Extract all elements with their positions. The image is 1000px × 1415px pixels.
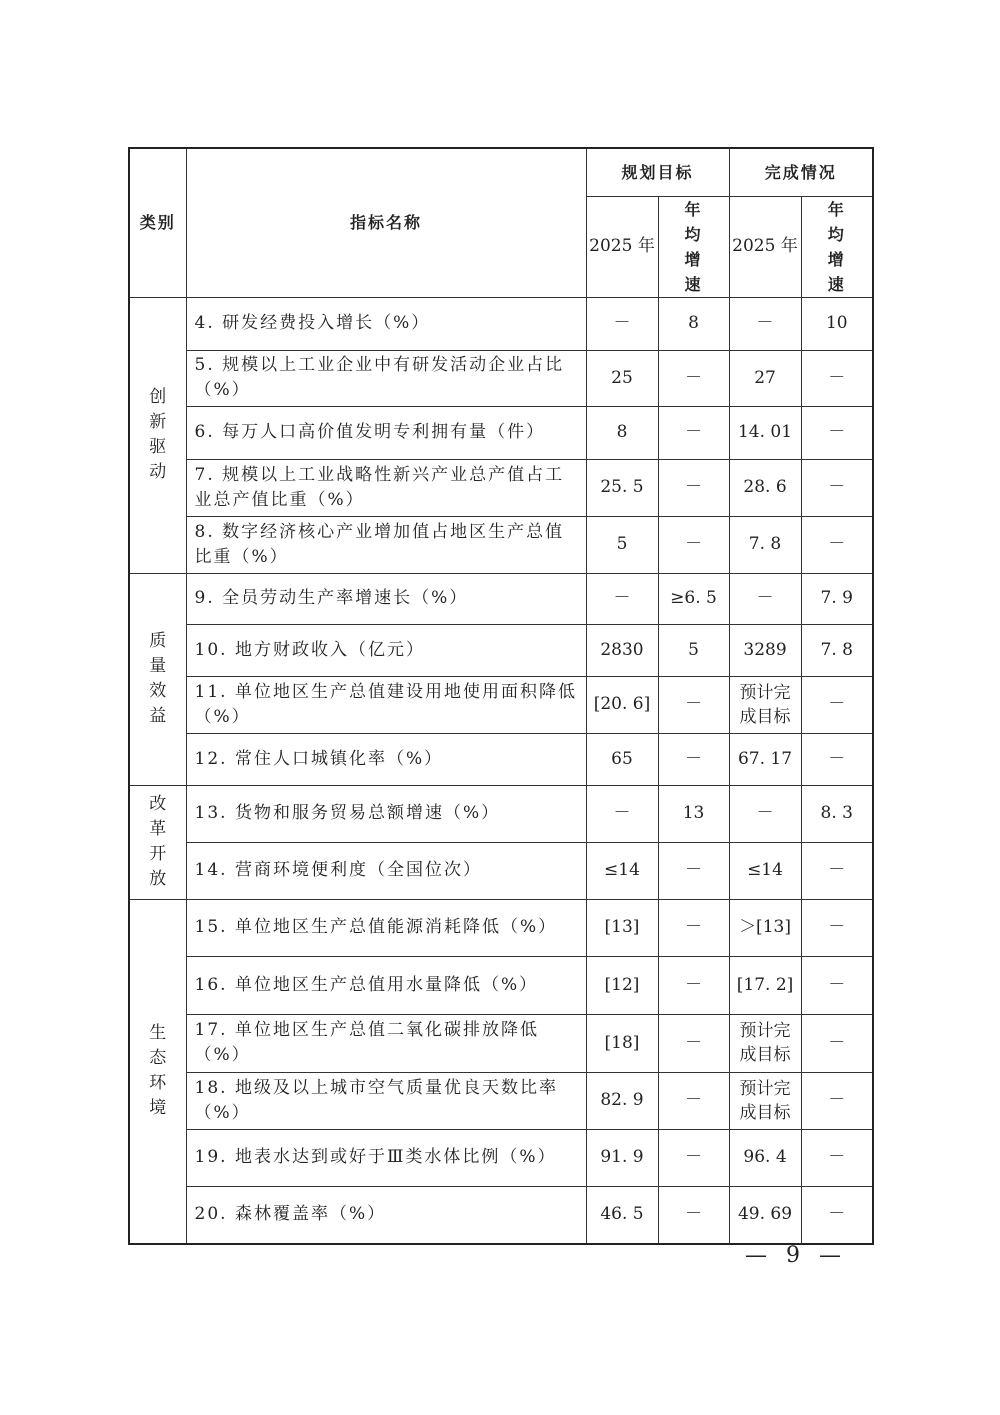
plan-2025-cell: 91. 9 (586, 1129, 658, 1186)
table-row (129, 459, 873, 516)
plan-growth-cell: － (658, 516, 729, 573)
done-growth-cell: － (801, 956, 873, 1014)
indicator-name-cell: 15. 单位地区生产总值能源消耗降低（%） (186, 899, 586, 956)
plan-growth-cell: － (658, 899, 729, 956)
plan-2025-cell: 8 (586, 406, 658, 459)
plan-growth-cell: － (658, 842, 729, 899)
done-2025-cell: 3289 (729, 624, 801, 676)
plan-2025-cell: 25 (586, 350, 658, 406)
indicator-name-cell: 20. 森林覆盖率（%） (186, 1186, 586, 1244)
plan-2025-cell: ≤14 (586, 842, 658, 899)
plan-growth-cell: ≥6. 5 (658, 573, 729, 624)
done-growth-cell: － (801, 459, 873, 516)
category-cell: 生态环境 (129, 899, 186, 1244)
done-growth-cell: － (801, 842, 873, 899)
done-2025-cell: 67. 17 (729, 733, 801, 785)
done-growth-cell: － (801, 350, 873, 406)
header-plan-growth: 年均增速 (658, 196, 729, 297)
plan-2025-cell: [20. 6] (586, 676, 658, 733)
plan-growth-cell: － (658, 350, 729, 406)
plan-2025-cell: 46. 5 (586, 1186, 658, 1244)
indicator-name-cell: 4. 研发经费投入增长（%） (186, 297, 586, 350)
done-2025-cell: ＞[13] (729, 899, 801, 956)
done-growth-cell: － (801, 899, 873, 956)
plan-2025-cell: 25. 5 (586, 459, 658, 516)
done-2025-cell: 27 (729, 350, 801, 406)
header-plan-2025: 2025 年 (586, 196, 658, 297)
plan-2025-cell: [12] (586, 956, 658, 1014)
table-row (129, 1186, 873, 1244)
table-row (129, 1129, 873, 1186)
done-2025-cell: － (729, 573, 801, 624)
table-row (129, 1014, 873, 1072)
indicator-name-cell: 5. 规模以上工业企业中有研发活动企业占比（%） (186, 350, 586, 406)
plan-2025-cell: － (586, 785, 658, 842)
done-growth-cell: － (801, 1186, 873, 1244)
plan-growth-cell: 8 (658, 297, 729, 350)
header-done-2025: 2025 年 (729, 196, 801, 297)
plan-2025-cell: 2830 (586, 624, 658, 676)
indicator-name-cell: 14. 营商环境便利度（全国位次） (186, 842, 586, 899)
plan-growth-cell: － (658, 406, 729, 459)
plan-growth-cell: － (658, 1129, 729, 1186)
table-row (129, 956, 873, 1014)
indicator-name-cell: 9. 全员劳动生产率增速长（%） (186, 573, 586, 624)
done-2025-cell: [17. 2] (729, 956, 801, 1014)
done-2025-cell: 预计完成目标 (729, 676, 801, 733)
indicator-name-cell: 6. 每万人口高价值发明专利拥有量（件） (186, 406, 586, 459)
plan-growth-cell: 5 (658, 624, 729, 676)
table-row (129, 516, 873, 573)
table-header (129, 148, 873, 297)
done-growth-cell: － (801, 1014, 873, 1072)
table-row (129, 733, 873, 785)
done-growth-cell: － (801, 676, 873, 733)
done-2025-cell: 预计完成目标 (729, 1014, 801, 1072)
indicator-name-cell: 8. 数字经济核心产业增加值占地区生产总值比重（%） (186, 516, 586, 573)
done-2025-cell: 14. 01 (729, 406, 801, 459)
table-row (129, 676, 873, 733)
indicator-table (128, 147, 874, 1245)
header-completion: 完成情况 (729, 148, 873, 196)
table-body (129, 297, 873, 1244)
done-growth-cell: 8. 3 (801, 785, 873, 842)
indicator-name-cell: 16. 单位地区生产总值用水量降低（%） (186, 956, 586, 1014)
category-cell: 质量效益 (129, 573, 186, 785)
table-row (129, 350, 873, 406)
table-row (129, 899, 873, 956)
indicator-table-wrapper (128, 147, 872, 1245)
table-row (129, 842, 873, 899)
indicator-name-cell: 7. 规模以上工业战略性新兴产业总产值占工业总产值比重（%） (186, 459, 586, 516)
done-2025-cell: ≤14 (729, 842, 801, 899)
indicator-name-cell: 19. 地表水达到或好于Ⅲ类水体比例（%） (186, 1129, 586, 1186)
done-growth-cell: － (801, 406, 873, 459)
plan-2025-cell: [18] (586, 1014, 658, 1072)
done-2025-cell: 96. 4 (729, 1129, 801, 1186)
done-growth-cell: － (801, 733, 873, 785)
done-2025-cell: 预计完成目标 (729, 1072, 801, 1129)
category-cell: 改革开放 (129, 785, 186, 899)
indicator-name-cell: 11. 单位地区生产总值建设用地使用面积降低（%） (186, 676, 586, 733)
indicator-name-cell: 18. 地级及以上城市空气质量优良天数比率（%） (186, 1072, 586, 1129)
done-2025-cell: 7. 8 (729, 516, 801, 573)
plan-2025-cell: 82. 9 (586, 1072, 658, 1129)
table-row (129, 573, 873, 624)
header-done-growth: 年均增速 (801, 196, 873, 297)
indicator-name-cell: 10. 地方财政收入（亿元） (186, 624, 586, 676)
plan-2025-cell: 65 (586, 733, 658, 785)
done-2025-cell: 49. 69 (729, 1186, 801, 1244)
header-plan-target: 规划目标 (586, 148, 729, 196)
header-category: 类别 (129, 148, 186, 297)
indicator-name-cell: 13. 货物和服务贸易总额增速（%） (186, 785, 586, 842)
table-row (129, 297, 873, 350)
plan-growth-cell: 13 (658, 785, 729, 842)
plan-2025-cell: 5 (586, 516, 658, 573)
done-2025-cell: 28. 6 (729, 459, 801, 516)
page-number: — 9 — (745, 1243, 847, 1268)
table-row (129, 785, 873, 842)
plan-growth-cell: － (658, 733, 729, 785)
done-2025-cell: － (729, 785, 801, 842)
done-growth-cell: － (801, 516, 873, 573)
table-row (129, 406, 873, 459)
plan-2025-cell: [13] (586, 899, 658, 956)
plan-growth-cell: － (658, 956, 729, 1014)
table-row (129, 624, 873, 676)
plan-growth-cell: － (658, 1186, 729, 1244)
plan-2025-cell: － (586, 573, 658, 624)
plan-growth-cell: － (658, 1072, 729, 1129)
done-growth-cell: 10 (801, 297, 873, 350)
category-cell: 创新驱动 (129, 297, 186, 573)
plan-2025-cell: － (586, 297, 658, 350)
done-growth-cell: － (801, 1129, 873, 1186)
indicator-name-cell: 17. 单位地区生产总值二氧化碳排放降低（%） (186, 1014, 586, 1072)
plan-growth-cell: － (658, 676, 729, 733)
plan-growth-cell: － (658, 459, 729, 516)
table-row (129, 1072, 873, 1129)
header-indicator-name: 指标名称 (186, 148, 586, 297)
indicator-name-cell: 12. 常住人口城镇化率（%） (186, 733, 586, 785)
plan-growth-cell: － (658, 1014, 729, 1072)
done-growth-cell: 7. 8 (801, 624, 873, 676)
done-growth-cell: － (801, 1072, 873, 1129)
done-2025-cell: － (729, 297, 801, 350)
done-growth-cell: 7. 9 (801, 573, 873, 624)
